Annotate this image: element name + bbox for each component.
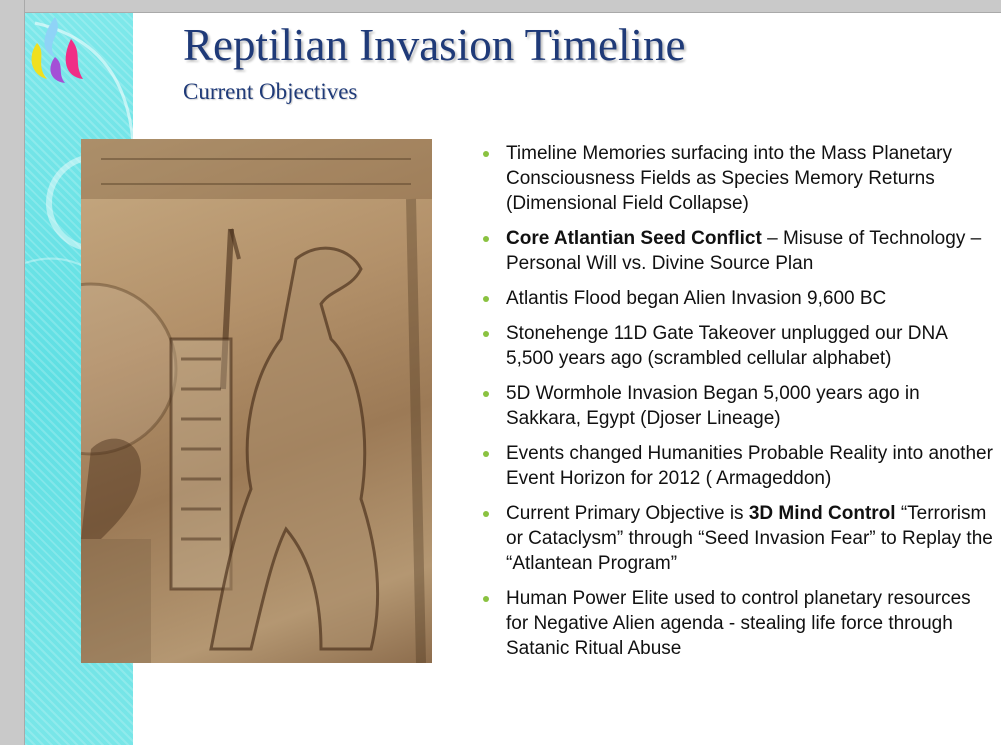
bullet-item [483, 381, 993, 431]
bullet-dot-icon [483, 451, 489, 457]
slide-subtitle: Current Objectives [183, 79, 358, 104]
bullet-item [483, 226, 993, 276]
bullet-item [483, 441, 993, 491]
bullet-dot-icon [483, 151, 489, 157]
bullet-bold-text: Core Atlantian Seed Conflict [506, 228, 762, 249]
bullet-item [483, 586, 993, 661]
slide-title: Reptilian Invasion Timeline [183, 20, 686, 70]
bullet-dot-icon [483, 596, 489, 602]
bullet-text: Human Power Elite used to control planetary resources for Negative Alien agenda - stealing life force through Satanic Ritual Abuse [506, 588, 971, 659]
bullet-item [483, 141, 993, 216]
slide [25, 13, 1001, 745]
bullet-text: – Misuse of Technology – Personal Will vs. Divine Source Plan [506, 228, 982, 274]
bullet-text: 5D Wormhole Invasion Began 5,000 years ago in Sakkara, Egypt (Djoser Lineage) [506, 383, 920, 429]
bullet-dot-icon [483, 236, 489, 242]
bullet-text: Timeline Memories surfacing into the Mass Planetary Consciousness Fields as Species Memory Returns (Dimensional Field Collapse) [506, 143, 952, 214]
bullet-text: Events changed Humanities Probable Reality into another Event Horizon for 2012 ( Armageddon) [506, 443, 993, 489]
bullet-item [483, 501, 993, 576]
bullet-list [483, 141, 993, 671]
bullet-text: Current Primary Objective is [506, 503, 749, 524]
bullet-dot-icon [483, 511, 489, 517]
bullet-text: Atlantis Flood began Alien Invasion 9,600 BC [506, 288, 887, 309]
bullet-item [483, 321, 993, 371]
bullet-text: Stonehenge 11D Gate Takeover unplugged our DNA 5,500 years ago (scrambled cellular alphabet) [506, 323, 947, 369]
bullet-dot-icon [483, 296, 489, 302]
bullet-bold-text: 3D Mind Control [748, 503, 896, 524]
bullet-item [483, 286, 993, 311]
window-left-frame [0, 0, 25, 745]
flame-logo-icon [25, 13, 91, 85]
bullet-dot-icon [483, 331, 489, 337]
window-top-frame [0, 0, 1001, 13]
egyptian-relief-photo [81, 139, 432, 663]
bullet-text: “Terrorism or Cataclysm” through “Seed Invasion Fear” to Replay the “Atlantean Program” [506, 503, 993, 574]
bullet-dot-icon [483, 391, 489, 397]
